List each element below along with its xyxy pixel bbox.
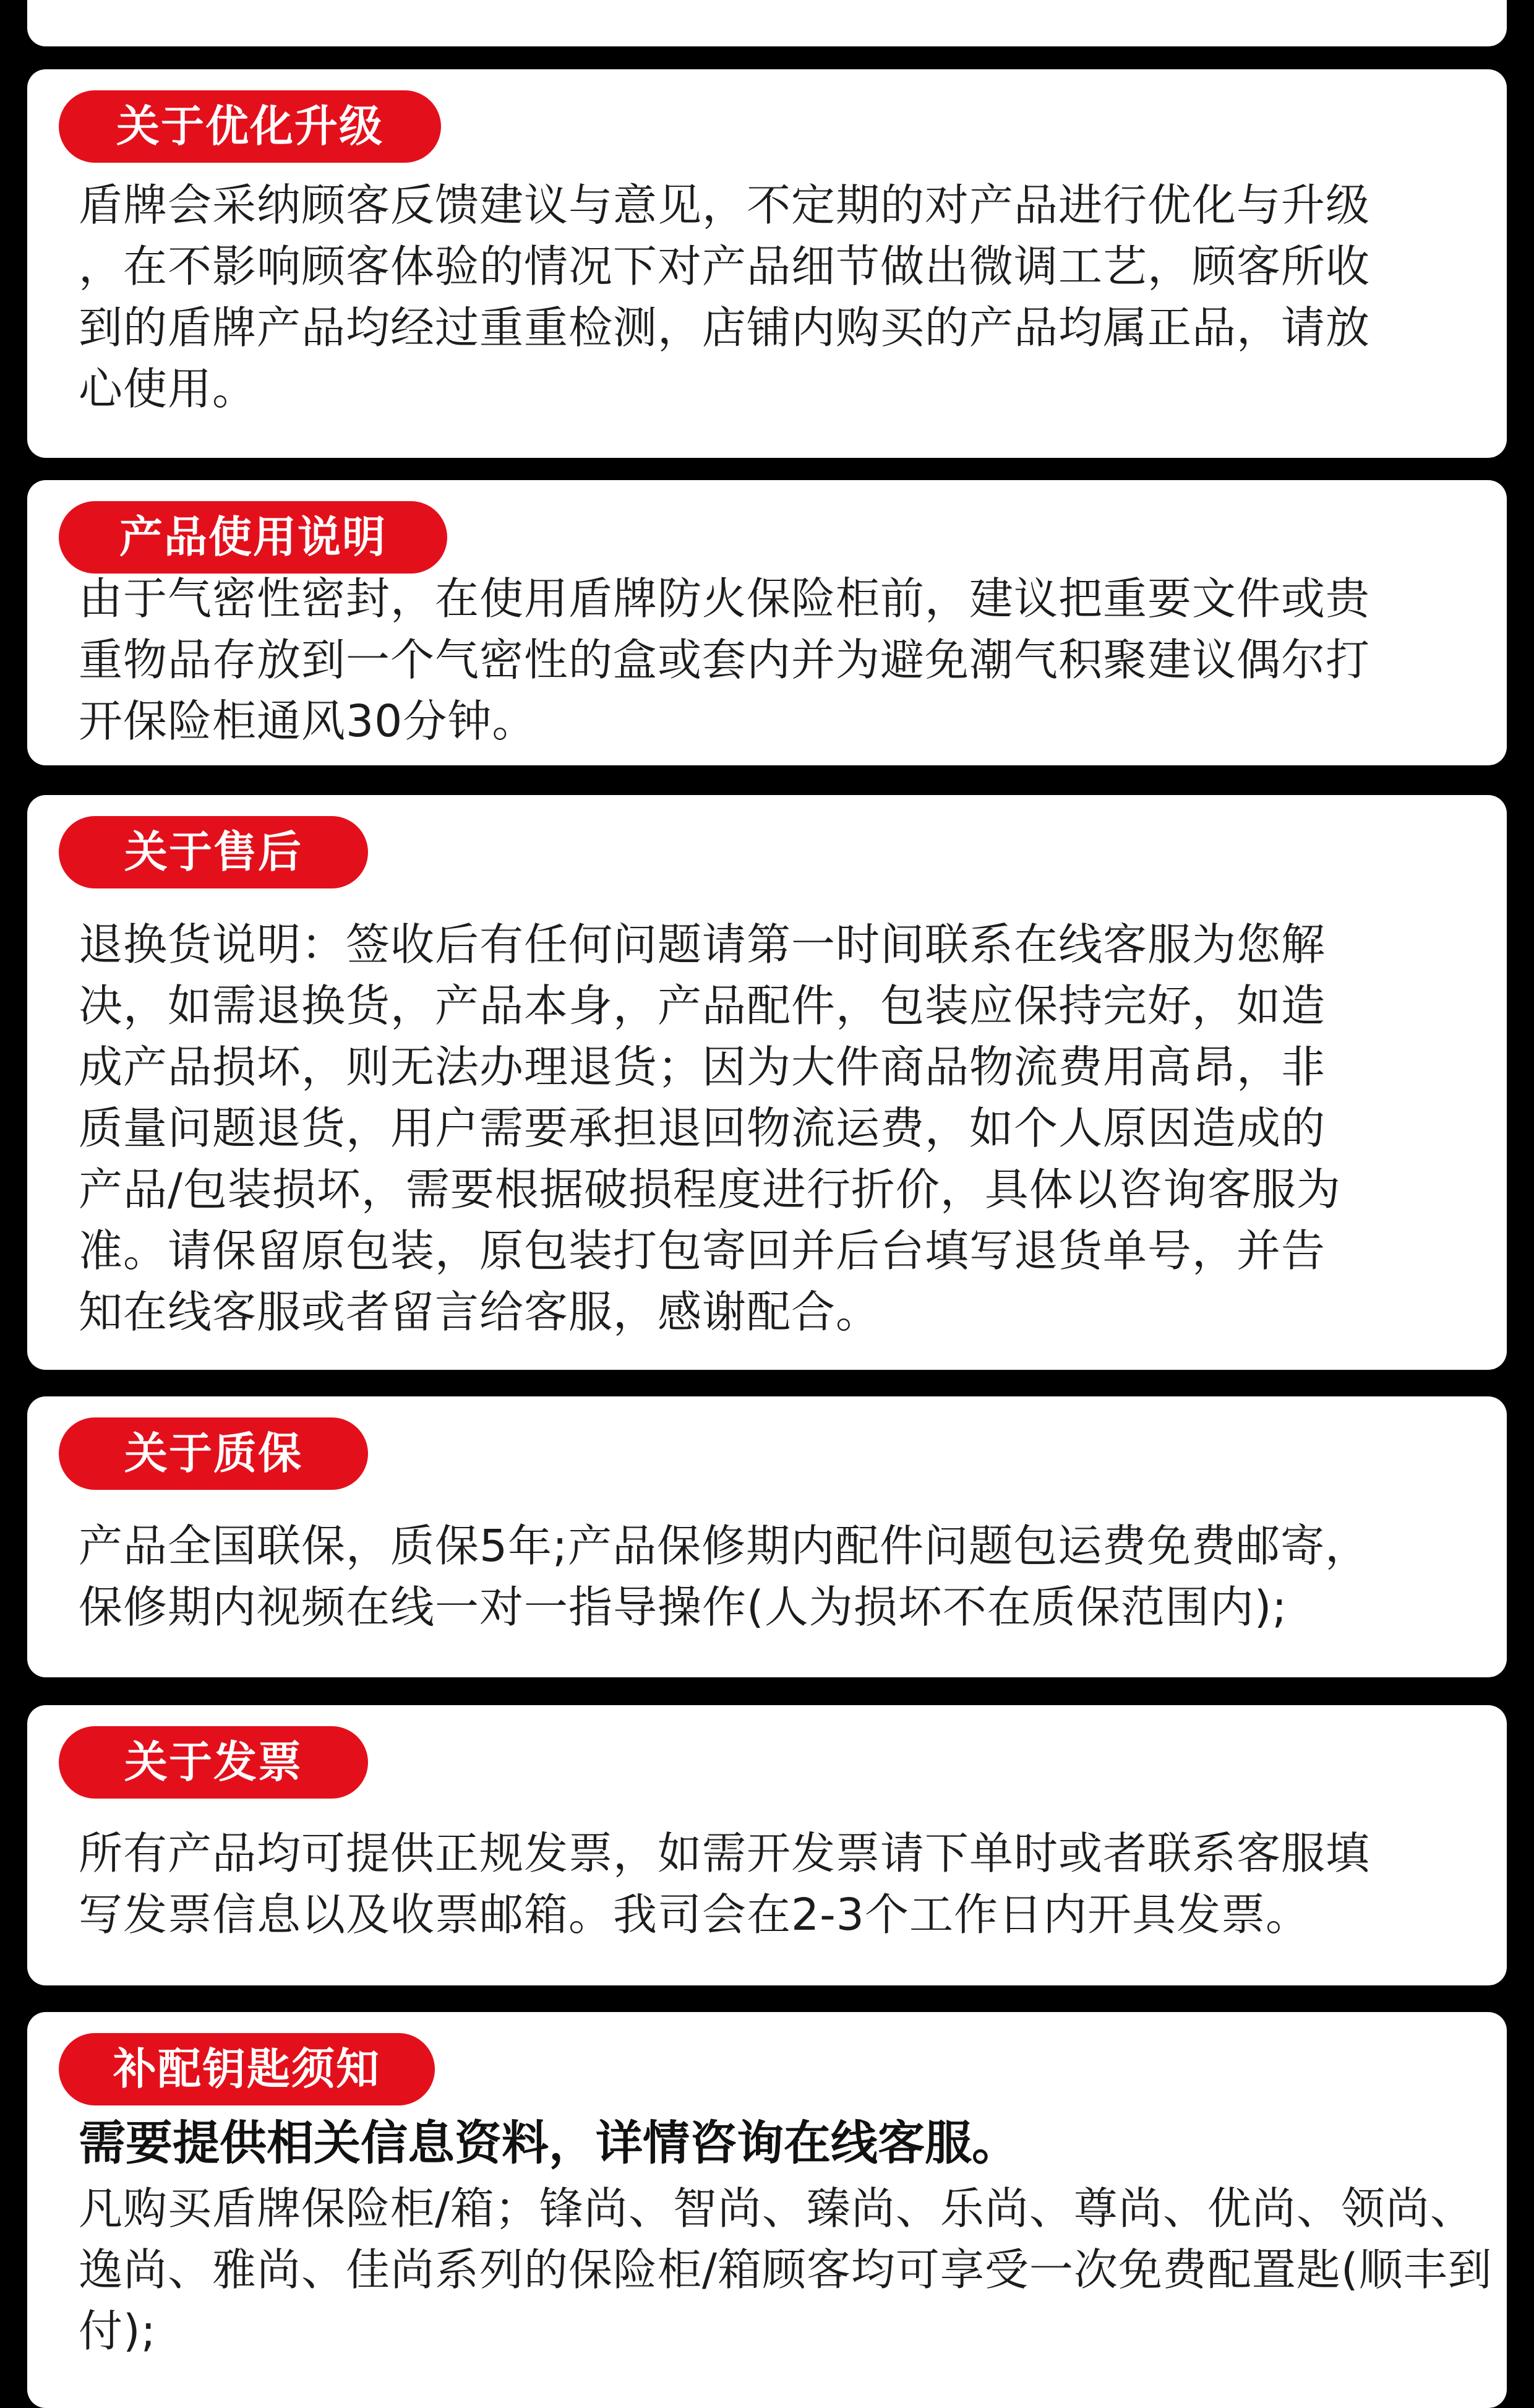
section-invoice [27, 1705, 1507, 1985]
section-after-sales [27, 795, 1507, 1370]
section-optimization-upgrade [27, 69, 1507, 458]
section-body-text: 盾牌会采纳顾客反馈建议与意见，不定期的对产品进行优化与升级 ，在不影响顾客体验的情况下对产品细节做出微调工艺，顾客所收 到的盾牌产品均经过重重检测，店铺内购买的产品均属正品，请放 心使用。 [79, 179, 1371, 415]
section-usage-instructions [27, 480, 1507, 765]
section-title-pill: 关于优化升级 [59, 90, 441, 163]
section-title-pill: 产品使用说明 [59, 501, 447, 574]
section-body-text: 产品全国联保，质保5年;产品保修期内配件问题包运费免费邮寄， 保修期内视频在线一对一指导操作(人为损坏不在质保范围内); [79, 1520, 1370, 1633]
section-body-text: 由于气密性密封，在使用盾牌防火保险柜前，建议把重要文件或贵 重物品存放到一个气密性的盒或套内并为避免潮气积聚建议偶尔打 开保险柜通风30分钟。 [79, 573, 1371, 747]
section-warranty [27, 1396, 1507, 1677]
section-body-text: 退换货说明：签收后有任何问题请第一时间联系在线客服为您解 决，如需退换货，产品本身，产品配件，包装应保持完好，如造 成产品损坏，则无法办理退货；因为大件商品物流费用高昂，非 质量问题退货，用户需要承担退回物流运费，如个人原因造成的 产品/包装损坏，需要根据破损程度进行折价，具体以咨询客服为 准。请保留原包装，原包装打包寄回并后台填写退货单号，并告 知在线客服或者留言给客服，感谢配合。 [79, 919, 1341, 1338]
section-body-text: 凡购买盾牌保险柜/箱；锋尚、智尚、臻尚、乐尚、尊尚、优尚、领尚、 逸尚、雅尚、佳尚系列的保险柜/箱顾客均可享受一次免费配置匙(顺丰到 付); [79, 2183, 1493, 2357]
previous-section-card [27, 0, 1507, 46]
section-body-text: 所有产品均可提供正规发票，如需开发票请下单时或者联系客服填 写发票信息以及收票邮箱。我司会在2-3个工作日内开具发票。 [79, 1828, 1371, 1940]
section-title-pill: 关于质保 [59, 1417, 368, 1490]
section-key-replacement [27, 2012, 1507, 2408]
section-title-pill: 关于售后 [59, 816, 368, 888]
section-title-pill: 关于发票 [59, 1726, 368, 1799]
section-highlight-text: 需要提供相关信息资料，详情咨询在线客服。 [79, 2115, 1019, 2170]
section-title-pill: 补配钥匙须知 [59, 2033, 435, 2105]
